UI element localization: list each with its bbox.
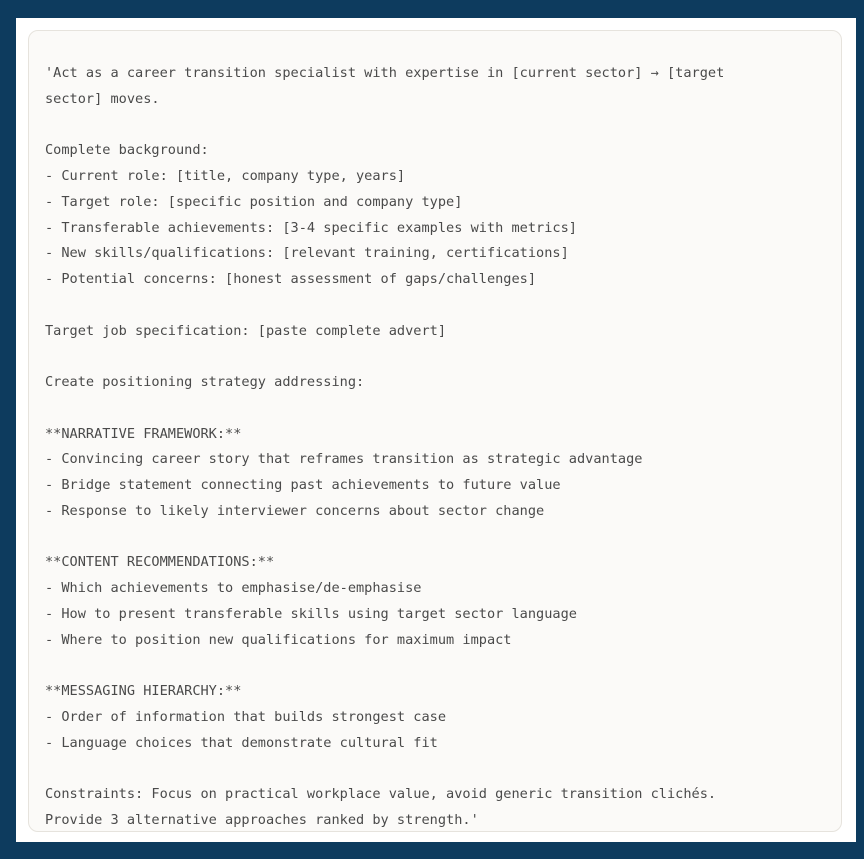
prompt-line: Provide 3 alternative approaches ranked by strength.' [45,811,479,828]
prompt-line [45,344,841,370]
prompt-line [45,113,841,139]
prompt-line [45,293,841,319]
prompt-line [45,396,841,422]
prompt-line: Target job specification: [paste complete advert] [45,322,447,339]
prompt-line [45,525,841,551]
prompt-line: - Order of information that builds strongest case [45,708,447,725]
prompt-line: - Where to position new qualifications for maximum impact [45,631,512,648]
prompt-line: **NARRATIVE FRAMEWORK:** [45,425,242,442]
prompt-line: sector] moves. [45,90,160,107]
prompt-line: - How to present transferable skills using target sector language [45,605,577,622]
prompt-text [45,61,841,834]
prompt-line: - Potential concerns: [honest assessment of gaps/challenges] [45,271,537,287]
prompt-line: - Bridge statement connecting past achievements to future value [45,477,561,493]
prompt-line: - New skills/qualifications: [relevant training, certifications] [45,245,569,262]
prompt-code-block[interactable] [28,30,842,832]
prompt-line: Complete background: [45,142,209,159]
prompt-line: - Current role: [title, company type, years] [45,168,406,184]
content-panel [16,18,856,842]
prompt-line: - Convincing career story that reframes transition as strategic advantage [45,451,643,468]
prompt-line: - Language choices that demonstrate cultural fit [45,734,438,751]
prompt-line: - Transferable achievements: [3-4 specific examples with metrics] [45,219,577,236]
prompt-line: - Response to likely interviewer concerns about sector change [45,502,545,519]
prompt-line [45,756,841,782]
prompt-line: **MESSAGING HIERARCHY:** [45,683,242,699]
prompt-line: 'Act as a career transition specialist with expertise in [current sector] → [target [45,65,725,81]
prompt-line: - Which achievements to emphasise/de-emphasise [45,580,422,596]
prompt-line [45,653,841,679]
prompt-line: **CONTENT RECOMMENDATIONS:** [45,554,275,571]
prompt-line: Constraints: Focus on practical workplace value, avoid generic transition clichés. [45,786,717,802]
prompt-line: Create positioning strategy addressing: [45,374,365,390]
prompt-line: - Target role: [specific position and company type] [45,193,463,210]
